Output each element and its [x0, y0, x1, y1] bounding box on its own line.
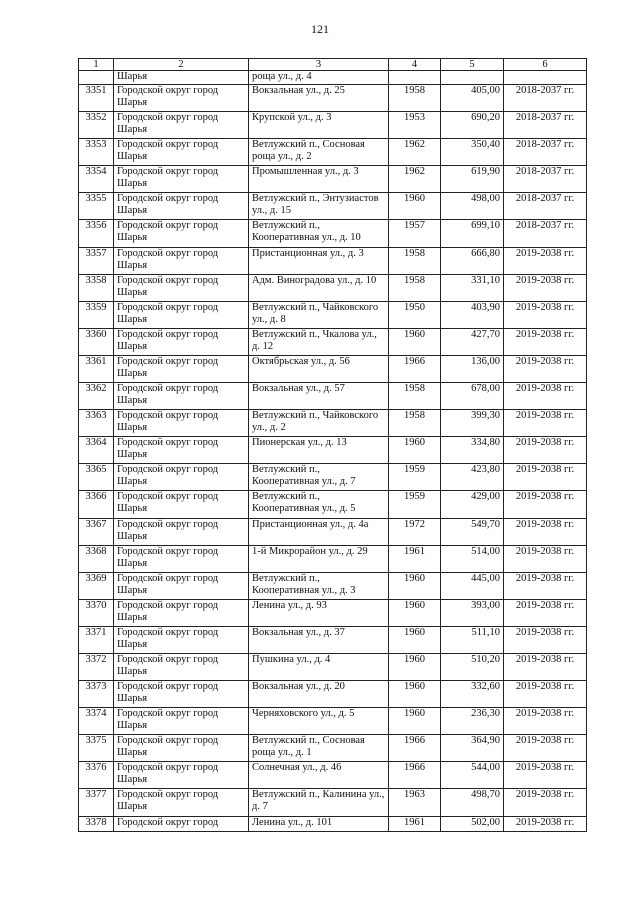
- address-cell: Ветлужский п., Кооперативная ул., д. 3: [249, 572, 389, 599]
- repair-period-cell: 2018-2037 гг.: [504, 166, 587, 193]
- table-row: [79, 653, 587, 680]
- area-cell: 690,20: [441, 112, 504, 139]
- year-built-cell: 1972: [389, 518, 441, 545]
- address-cell: Ветлужский п., Калинина ул., д. 7: [249, 789, 389, 816]
- municipality-cell: Городской округ город Шарья: [114, 112, 249, 139]
- municipality-cell: Городской округ город Шарья: [114, 301, 249, 328]
- repair-period-cell: 2019-2038 гг.: [504, 328, 587, 355]
- row-number-cell: 3358: [79, 274, 114, 301]
- row-number-cell: 3359: [79, 301, 114, 328]
- year-built-cell: 1960: [389, 193, 441, 220]
- table-row: [79, 599, 587, 626]
- row-number-cell: 3368: [79, 545, 114, 572]
- address-cell: Пионерская ул., д. 13: [249, 437, 389, 464]
- address-cell: Ленина ул., д. 93: [249, 599, 389, 626]
- year-built-cell: 1961: [389, 545, 441, 572]
- address-cell: Ветлужский п., Энтузиастов ул., д. 15: [249, 193, 389, 220]
- row-number-cell: 3367: [79, 518, 114, 545]
- table-row: [79, 112, 587, 139]
- row-number-cell: 3364: [79, 437, 114, 464]
- municipality-cell: Городской округ город Шарья: [114, 626, 249, 653]
- repair-period-cell: 2019-2038 гг.: [504, 599, 587, 626]
- year-built-cell: 1958: [389, 274, 441, 301]
- table-row: [79, 626, 587, 653]
- row-number-cell: 3352: [79, 112, 114, 139]
- year-built-cell: 1966: [389, 762, 441, 789]
- municipality-cell: Городской округ город Шарья: [114, 491, 249, 518]
- table-row: [79, 355, 587, 382]
- column-header-4: 4: [389, 59, 441, 71]
- table-row: [79, 464, 587, 491]
- row-number-cell: 3378: [79, 816, 114, 831]
- municipality-cell: Городской округ город Шарья: [114, 193, 249, 220]
- repair-period-cell: 2019-2038 гг.: [504, 437, 587, 464]
- row-number-cell: 3377: [79, 789, 114, 816]
- row-number-cell: 3369: [79, 572, 114, 599]
- table-row: [79, 816, 587, 831]
- year-built-cell: 1959: [389, 491, 441, 518]
- area-cell: 498,00: [441, 193, 504, 220]
- municipality-cell: Городской округ город Шарья: [114, 735, 249, 762]
- area-cell: 678,00: [441, 383, 504, 410]
- repair-period-cell: [504, 71, 587, 85]
- municipality-cell: Городской округ город Шарья: [114, 383, 249, 410]
- municipality-cell: Городской округ город Шарья: [114, 599, 249, 626]
- table-row: [79, 545, 587, 572]
- table-row: [79, 71, 587, 85]
- table-row: [79, 166, 587, 193]
- address-cell: Вокзальная ул., д. 57: [249, 383, 389, 410]
- area-cell: 427,70: [441, 328, 504, 355]
- row-number-cell: 3366: [79, 491, 114, 518]
- table-header-row: [79, 59, 587, 71]
- row-number-cell: 3372: [79, 653, 114, 680]
- row-number-cell: 3356: [79, 220, 114, 247]
- row-number-cell: 3376: [79, 762, 114, 789]
- year-built-cell: 1958: [389, 85, 441, 112]
- municipality-cell: Городской округ город Шарья: [114, 328, 249, 355]
- year-built-cell: 1960: [389, 626, 441, 653]
- municipality-cell: Городской округ город Шарья: [114, 85, 249, 112]
- table-row: [79, 220, 587, 247]
- area-cell: 619,90: [441, 166, 504, 193]
- repair-period-cell: 2019-2038 гг.: [504, 545, 587, 572]
- repair-period-cell: 2019-2038 гг.: [504, 708, 587, 735]
- table-row: [79, 735, 587, 762]
- year-built-cell: 1958: [389, 247, 441, 274]
- address-cell: Адм. Виноградова ул., д. 10: [249, 274, 389, 301]
- repair-period-cell: 2018-2037 гг.: [504, 85, 587, 112]
- repair-period-cell: 2019-2038 гг.: [504, 247, 587, 274]
- repair-period-cell: 2019-2038 гг.: [504, 383, 587, 410]
- area-cell: 332,60: [441, 681, 504, 708]
- row-number-cell: 3374: [79, 708, 114, 735]
- area-cell: 445,00: [441, 572, 504, 599]
- address-cell: Ветлужский п., Сосновая роща ул., д. 1: [249, 735, 389, 762]
- year-built-cell: 1963: [389, 789, 441, 816]
- year-built-cell: 1966: [389, 735, 441, 762]
- year-built-cell: 1960: [389, 572, 441, 599]
- address-cell: Ветлужский п., Чайковского ул., д. 2: [249, 410, 389, 437]
- address-cell: Ветлужский п., Кооперативная ул., д. 7: [249, 464, 389, 491]
- repair-period-cell: 2018-2037 гг.: [504, 193, 587, 220]
- repair-period-cell: 2018-2037 гг.: [504, 112, 587, 139]
- repair-period-cell: 2019-2038 гг.: [504, 735, 587, 762]
- municipality-cell: Городской округ город Шарья: [114, 789, 249, 816]
- area-cell: 136,00: [441, 355, 504, 382]
- municipality-cell: Городской округ город Шарья: [114, 762, 249, 789]
- column-header-5: 5: [441, 59, 504, 71]
- municipality-cell: Городской округ город Шарья: [114, 572, 249, 599]
- repair-period-cell: 2019-2038 гг.: [504, 464, 587, 491]
- row-number-cell: 3354: [79, 166, 114, 193]
- address-cell: роща ул., д. 4: [249, 71, 389, 85]
- area-cell: 393,00: [441, 599, 504, 626]
- year-built-cell: 1953: [389, 112, 441, 139]
- row-number-cell: 3355: [79, 193, 114, 220]
- row-number-cell: 3375: [79, 735, 114, 762]
- column-header-1: 1: [79, 59, 114, 71]
- table-row: [79, 681, 587, 708]
- area-cell: 699,10: [441, 220, 504, 247]
- year-built-cell: 1960: [389, 708, 441, 735]
- table-row: [79, 301, 587, 328]
- area-cell: 544,00: [441, 762, 504, 789]
- row-number-cell: 3353: [79, 139, 114, 166]
- area-cell: 403,90: [441, 301, 504, 328]
- address-cell: Промышленная ул., д. 3: [249, 166, 389, 193]
- table-row: [79, 762, 587, 789]
- row-number-cell: 3373: [79, 681, 114, 708]
- table-row: [79, 328, 587, 355]
- table-row: [79, 410, 587, 437]
- address-cell: Ветлужский п., Чайковского ул., д. 8: [249, 301, 389, 328]
- table-row: [79, 247, 587, 274]
- year-built-cell: 1960: [389, 681, 441, 708]
- row-number-cell: [79, 71, 114, 85]
- row-number-cell: 3360: [79, 328, 114, 355]
- area-cell: 498,70: [441, 789, 504, 816]
- year-built-cell: 1957: [389, 220, 441, 247]
- repair-period-cell: 2018-2037 гг.: [504, 139, 587, 166]
- area-cell: 423,80: [441, 464, 504, 491]
- row-number-cell: 3370: [79, 599, 114, 626]
- repair-period-cell: 2019-2038 гг.: [504, 626, 587, 653]
- area-cell: 549,70: [441, 518, 504, 545]
- table-row: [79, 518, 587, 545]
- repair-period-cell: 2019-2038 гг.: [504, 653, 587, 680]
- area-cell: 502,00: [441, 816, 504, 831]
- year-built-cell: 1960: [389, 653, 441, 680]
- municipality-cell: Городской округ город: [114, 816, 249, 831]
- area-cell: 666,80: [441, 247, 504, 274]
- municipality-cell: Городской округ город Шарья: [114, 464, 249, 491]
- row-number-cell: 3363: [79, 410, 114, 437]
- address-cell: Вокзальная ул., д. 20: [249, 681, 389, 708]
- area-cell: 511,10: [441, 626, 504, 653]
- address-cell: Солнечная ул., д. 46: [249, 762, 389, 789]
- area-cell: 399,30: [441, 410, 504, 437]
- municipality-cell: Городской округ город Шарья: [114, 410, 249, 437]
- repair-period-cell: 2019-2038 гг.: [504, 762, 587, 789]
- repair-period-cell: 2019-2038 гг.: [504, 816, 587, 831]
- repair-period-cell: 2019-2038 гг.: [504, 518, 587, 545]
- address-cell: Ветлужский п., Кооперативная ул., д. 10: [249, 220, 389, 247]
- municipality-cell: Городской округ город Шарья: [114, 247, 249, 274]
- row-number-cell: 3357: [79, 247, 114, 274]
- repair-period-cell: 2019-2038 гг.: [504, 274, 587, 301]
- table-row: [79, 139, 587, 166]
- area-cell: 236,30: [441, 708, 504, 735]
- table-row: [79, 274, 587, 301]
- area-cell: [441, 71, 504, 85]
- address-cell: Пристанционная ул., д. 3: [249, 247, 389, 274]
- repair-period-cell: 2019-2038 гг.: [504, 789, 587, 816]
- area-cell: 350,40: [441, 139, 504, 166]
- column-header-3: 3: [249, 59, 389, 71]
- address-cell: Черняховского ул., д. 5: [249, 708, 389, 735]
- year-built-cell: 1962: [389, 139, 441, 166]
- year-built-cell: 1966: [389, 355, 441, 382]
- year-built-cell: 1960: [389, 328, 441, 355]
- area-cell: 429,00: [441, 491, 504, 518]
- address-cell: Пушкина ул., д. 4: [249, 653, 389, 680]
- area-cell: 334,80: [441, 437, 504, 464]
- housing-register-table: [78, 58, 587, 832]
- year-built-cell: 1959: [389, 464, 441, 491]
- table-row: [79, 491, 587, 518]
- column-header-6: 6: [504, 59, 587, 71]
- year-built-cell: 1962: [389, 166, 441, 193]
- municipality-cell: Городской округ город Шарья: [114, 708, 249, 735]
- repair-period-cell: 2019-2038 гг.: [504, 355, 587, 382]
- municipality-cell: Городской округ город Шарья: [114, 681, 249, 708]
- municipality-cell: Городской округ город Шарья: [114, 139, 249, 166]
- year-built-cell: 1958: [389, 410, 441, 437]
- repair-period-cell: 2019-2038 гг.: [504, 301, 587, 328]
- year-built-cell: 1960: [389, 599, 441, 626]
- page-number: 121: [311, 22, 329, 36]
- row-number-cell: 3362: [79, 383, 114, 410]
- address-cell: Ветлужский п., Сосновая роща ул., д. 2: [249, 139, 389, 166]
- address-cell: Крупской ул., д. 3: [249, 112, 389, 139]
- row-number-cell: 3351: [79, 85, 114, 112]
- municipality-cell: Городской округ город Шарья: [114, 220, 249, 247]
- table-body: [79, 71, 587, 832]
- year-built-cell: 1950: [389, 301, 441, 328]
- address-cell: Вокзальная ул., д. 25: [249, 85, 389, 112]
- repair-period-cell: 2018-2037 гг.: [504, 220, 587, 247]
- address-cell: Ветлужский п., Кооперативная ул., д. 5: [249, 491, 389, 518]
- municipality-cell: Городской округ город Шарья: [114, 166, 249, 193]
- address-cell: Октябрьская ул., д. 56: [249, 355, 389, 382]
- year-built-cell: 1958: [389, 383, 441, 410]
- address-cell: 1-й Микрорайон ул., д. 29: [249, 545, 389, 572]
- address-cell: Вокзальная ул., д. 37: [249, 626, 389, 653]
- area-cell: 405,00: [441, 85, 504, 112]
- table-row: [79, 708, 587, 735]
- municipality-cell: Городской округ город Шарья: [114, 518, 249, 545]
- address-cell: Ленина ул., д. 101: [249, 816, 389, 831]
- table-row: [79, 383, 587, 410]
- area-cell: 364,90: [441, 735, 504, 762]
- year-built-cell: 1960: [389, 437, 441, 464]
- year-built-cell: 1961: [389, 816, 441, 831]
- municipality-cell: Городской округ город Шарья: [114, 653, 249, 680]
- repair-period-cell: 2019-2038 гг.: [504, 491, 587, 518]
- address-cell: Пристанционная ул., д. 4а: [249, 518, 389, 545]
- year-built-cell: [389, 71, 441, 85]
- municipality-cell: Городской округ город Шарья: [114, 545, 249, 572]
- row-number-cell: 3371: [79, 626, 114, 653]
- table-row: [79, 789, 587, 816]
- table-row: [79, 437, 587, 464]
- repair-period-cell: 2019-2038 гг.: [504, 681, 587, 708]
- table-row: [79, 85, 587, 112]
- municipality-cell: Городской округ город Шарья: [114, 274, 249, 301]
- row-number-cell: 3365: [79, 464, 114, 491]
- municipality-cell: Городской округ город Шарья: [114, 355, 249, 382]
- column-header-2: 2: [114, 59, 249, 71]
- area-cell: 331,10: [441, 274, 504, 301]
- table-row: [79, 193, 587, 220]
- table-row: [79, 572, 587, 599]
- municipality-cell: Городской округ город Шарья: [114, 437, 249, 464]
- area-cell: 510,20: [441, 653, 504, 680]
- municipality-cell: Шарья: [114, 71, 249, 85]
- area-cell: 514,00: [441, 545, 504, 572]
- address-cell: Ветлужский п., Чкалова ул., д. 12: [249, 328, 389, 355]
- row-number-cell: 3361: [79, 355, 114, 382]
- repair-period-cell: 2019-2038 гг.: [504, 572, 587, 599]
- repair-period-cell: 2019-2038 гг.: [504, 410, 587, 437]
